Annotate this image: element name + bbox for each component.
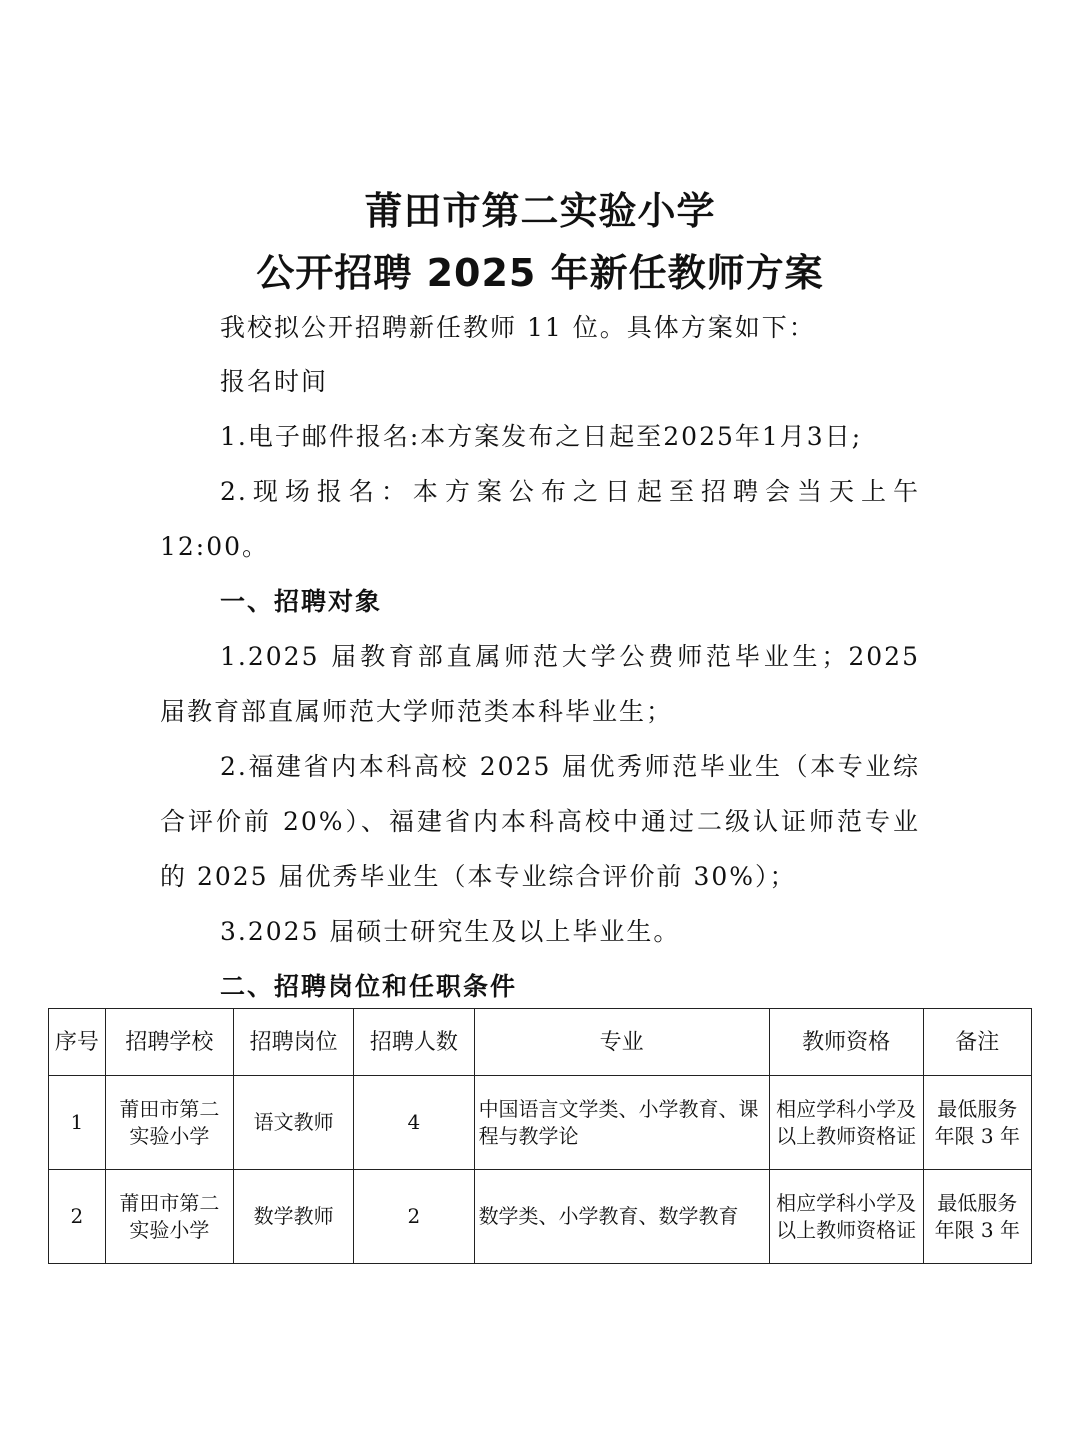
cell-school: 莆田市第二实验小学 xyxy=(105,1170,233,1264)
section1-item-1: 1.2025 届教育部直属师范大学公费师范毕业生；2025 届教育部直属师范大学师范类本科毕业生； xyxy=(160,642,920,726)
registration-email: 1.电子邮件报名:本方案发布之日起至2025年1月3日; xyxy=(220,422,863,451)
cell-count: 2 xyxy=(354,1170,474,1264)
section1-item-3: 3.2025 届硕士研究生及以上毕业生。 xyxy=(220,917,681,946)
header-remarks: 备注 xyxy=(923,1009,1031,1076)
registration-onsite: 2.现场报名：本方案公布之日起至招聘会当天上午12:00。 xyxy=(160,477,920,561)
table-row xyxy=(49,1076,1032,1170)
section1-item-2: 2.福建省内本科高校 2025 届优秀师范毕业生（本专业综合评价前 20%）、福建省内本科高校中通过二级认证师范专业的 2025 届优秀毕业生（本专业综合评价前 30%）； xyxy=(160,752,920,891)
header-count: 招聘人数 xyxy=(354,1009,474,1076)
cell-remarks: 最低服务年限 3 年 xyxy=(923,1170,1031,1264)
cell-remarks: 最低服务年限 3 年 xyxy=(923,1076,1031,1170)
section2-heading: 二、招聘岗位和任职条件 xyxy=(220,972,518,1001)
intro-paragraph: 我校拟公开招聘新任教师 11 位。具体方案如下： xyxy=(220,313,816,342)
cell-position: 数学教师 xyxy=(234,1170,354,1264)
table-header-row xyxy=(49,1009,1032,1076)
header-qualification: 教师资格 xyxy=(769,1009,923,1076)
cell-qualification: 相应学科小学及以上教师资格证 xyxy=(769,1076,923,1170)
cell-index: 2 xyxy=(49,1170,106,1264)
header-index: 序号 xyxy=(49,1009,106,1076)
page-title-line1: 莆田市第二实验小学 xyxy=(364,189,716,233)
cell-index: 1 xyxy=(49,1076,106,1170)
section1-heading: 一、招聘对象 xyxy=(220,587,383,616)
positions-table xyxy=(48,1008,1032,1264)
page-title-line2: 公开招聘 2025 年新任教师方案 xyxy=(256,251,824,295)
cell-position: 语文教师 xyxy=(234,1076,354,1170)
cell-count: 4 xyxy=(354,1076,474,1170)
cell-school: 莆田市第二实验小学 xyxy=(105,1076,233,1170)
header-position: 招聘岗位 xyxy=(234,1009,354,1076)
cell-qualification: 相应学科小学及以上教师资格证 xyxy=(769,1170,923,1264)
cell-major: 中国语言文学类、小学教育、课程与教学论 xyxy=(474,1076,769,1170)
header-major: 专业 xyxy=(474,1009,769,1076)
header-school: 招聘学校 xyxy=(105,1009,233,1076)
table-row xyxy=(49,1170,1032,1264)
registration-heading: 报名时间 xyxy=(220,367,329,396)
cell-major: 数学类、小学教育、数学教育 xyxy=(474,1170,769,1264)
